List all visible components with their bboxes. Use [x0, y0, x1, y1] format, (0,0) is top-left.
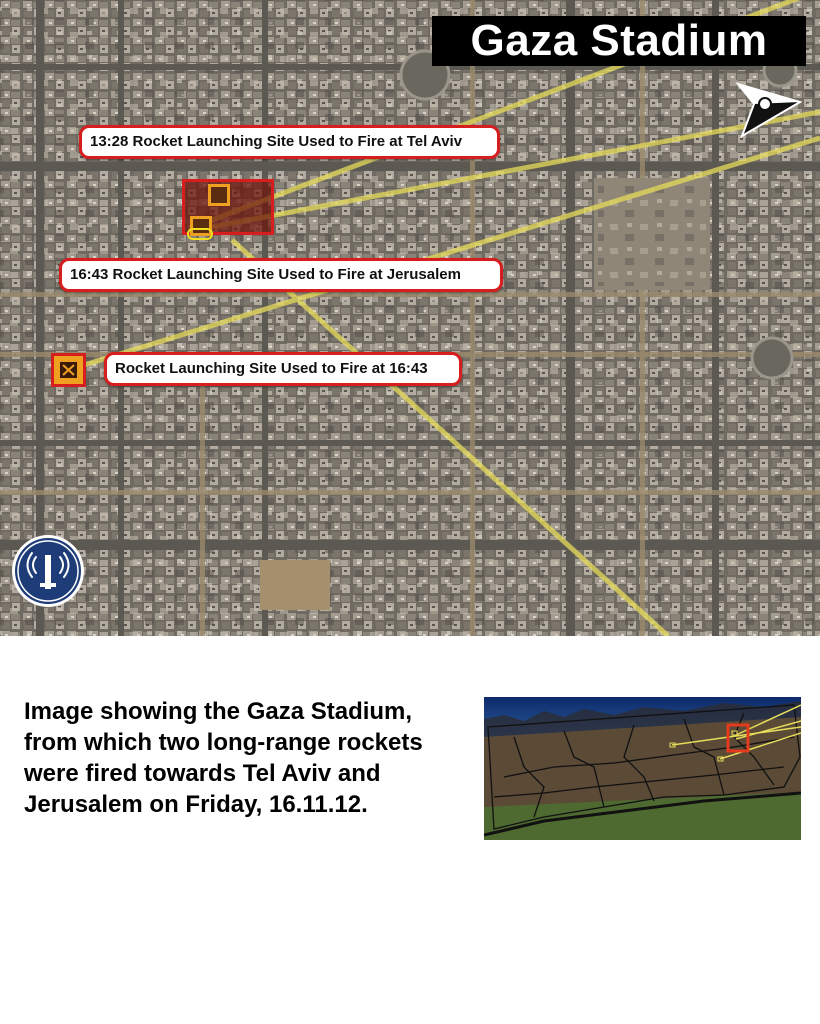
map-title: Gaza Stadium — [432, 16, 806, 66]
callout-tel-aviv — [79, 125, 500, 159]
callout-jerusalem-text: 16:43 Rocket Launching Site Used to Fire at Jerusalem — [70, 266, 461, 283]
launch-site-marker-yellow-ring — [187, 228, 213, 240]
overview-inset-map — [484, 697, 801, 840]
idf-spokesperson-logo-icon — [10, 533, 86, 609]
launch-site-marker-tel-aviv — [208, 184, 230, 206]
callout-tel-aviv-text: 13:28 Rocket Launching Site Used to Fire at Tel Aviv — [90, 133, 463, 150]
callout-1643 — [104, 352, 462, 386]
launch-site-x-icon — [54, 356, 83, 384]
image-caption: Image showing the Gaza Stadium, from which two long-range rockets were fired towards Tel Aviv and Jerusalem on Friday, 16.11.12. — [24, 698, 423, 818]
callout-jerusalem — [59, 258, 503, 292]
gaza-strip-overview — [484, 697, 801, 840]
launch-site-marker-1643 — [51, 353, 86, 387]
callout-1643-text: Rocket Launching Site Used to Fire at 16:43 — [115, 360, 428, 377]
north-arrow-icon — [732, 80, 804, 138]
